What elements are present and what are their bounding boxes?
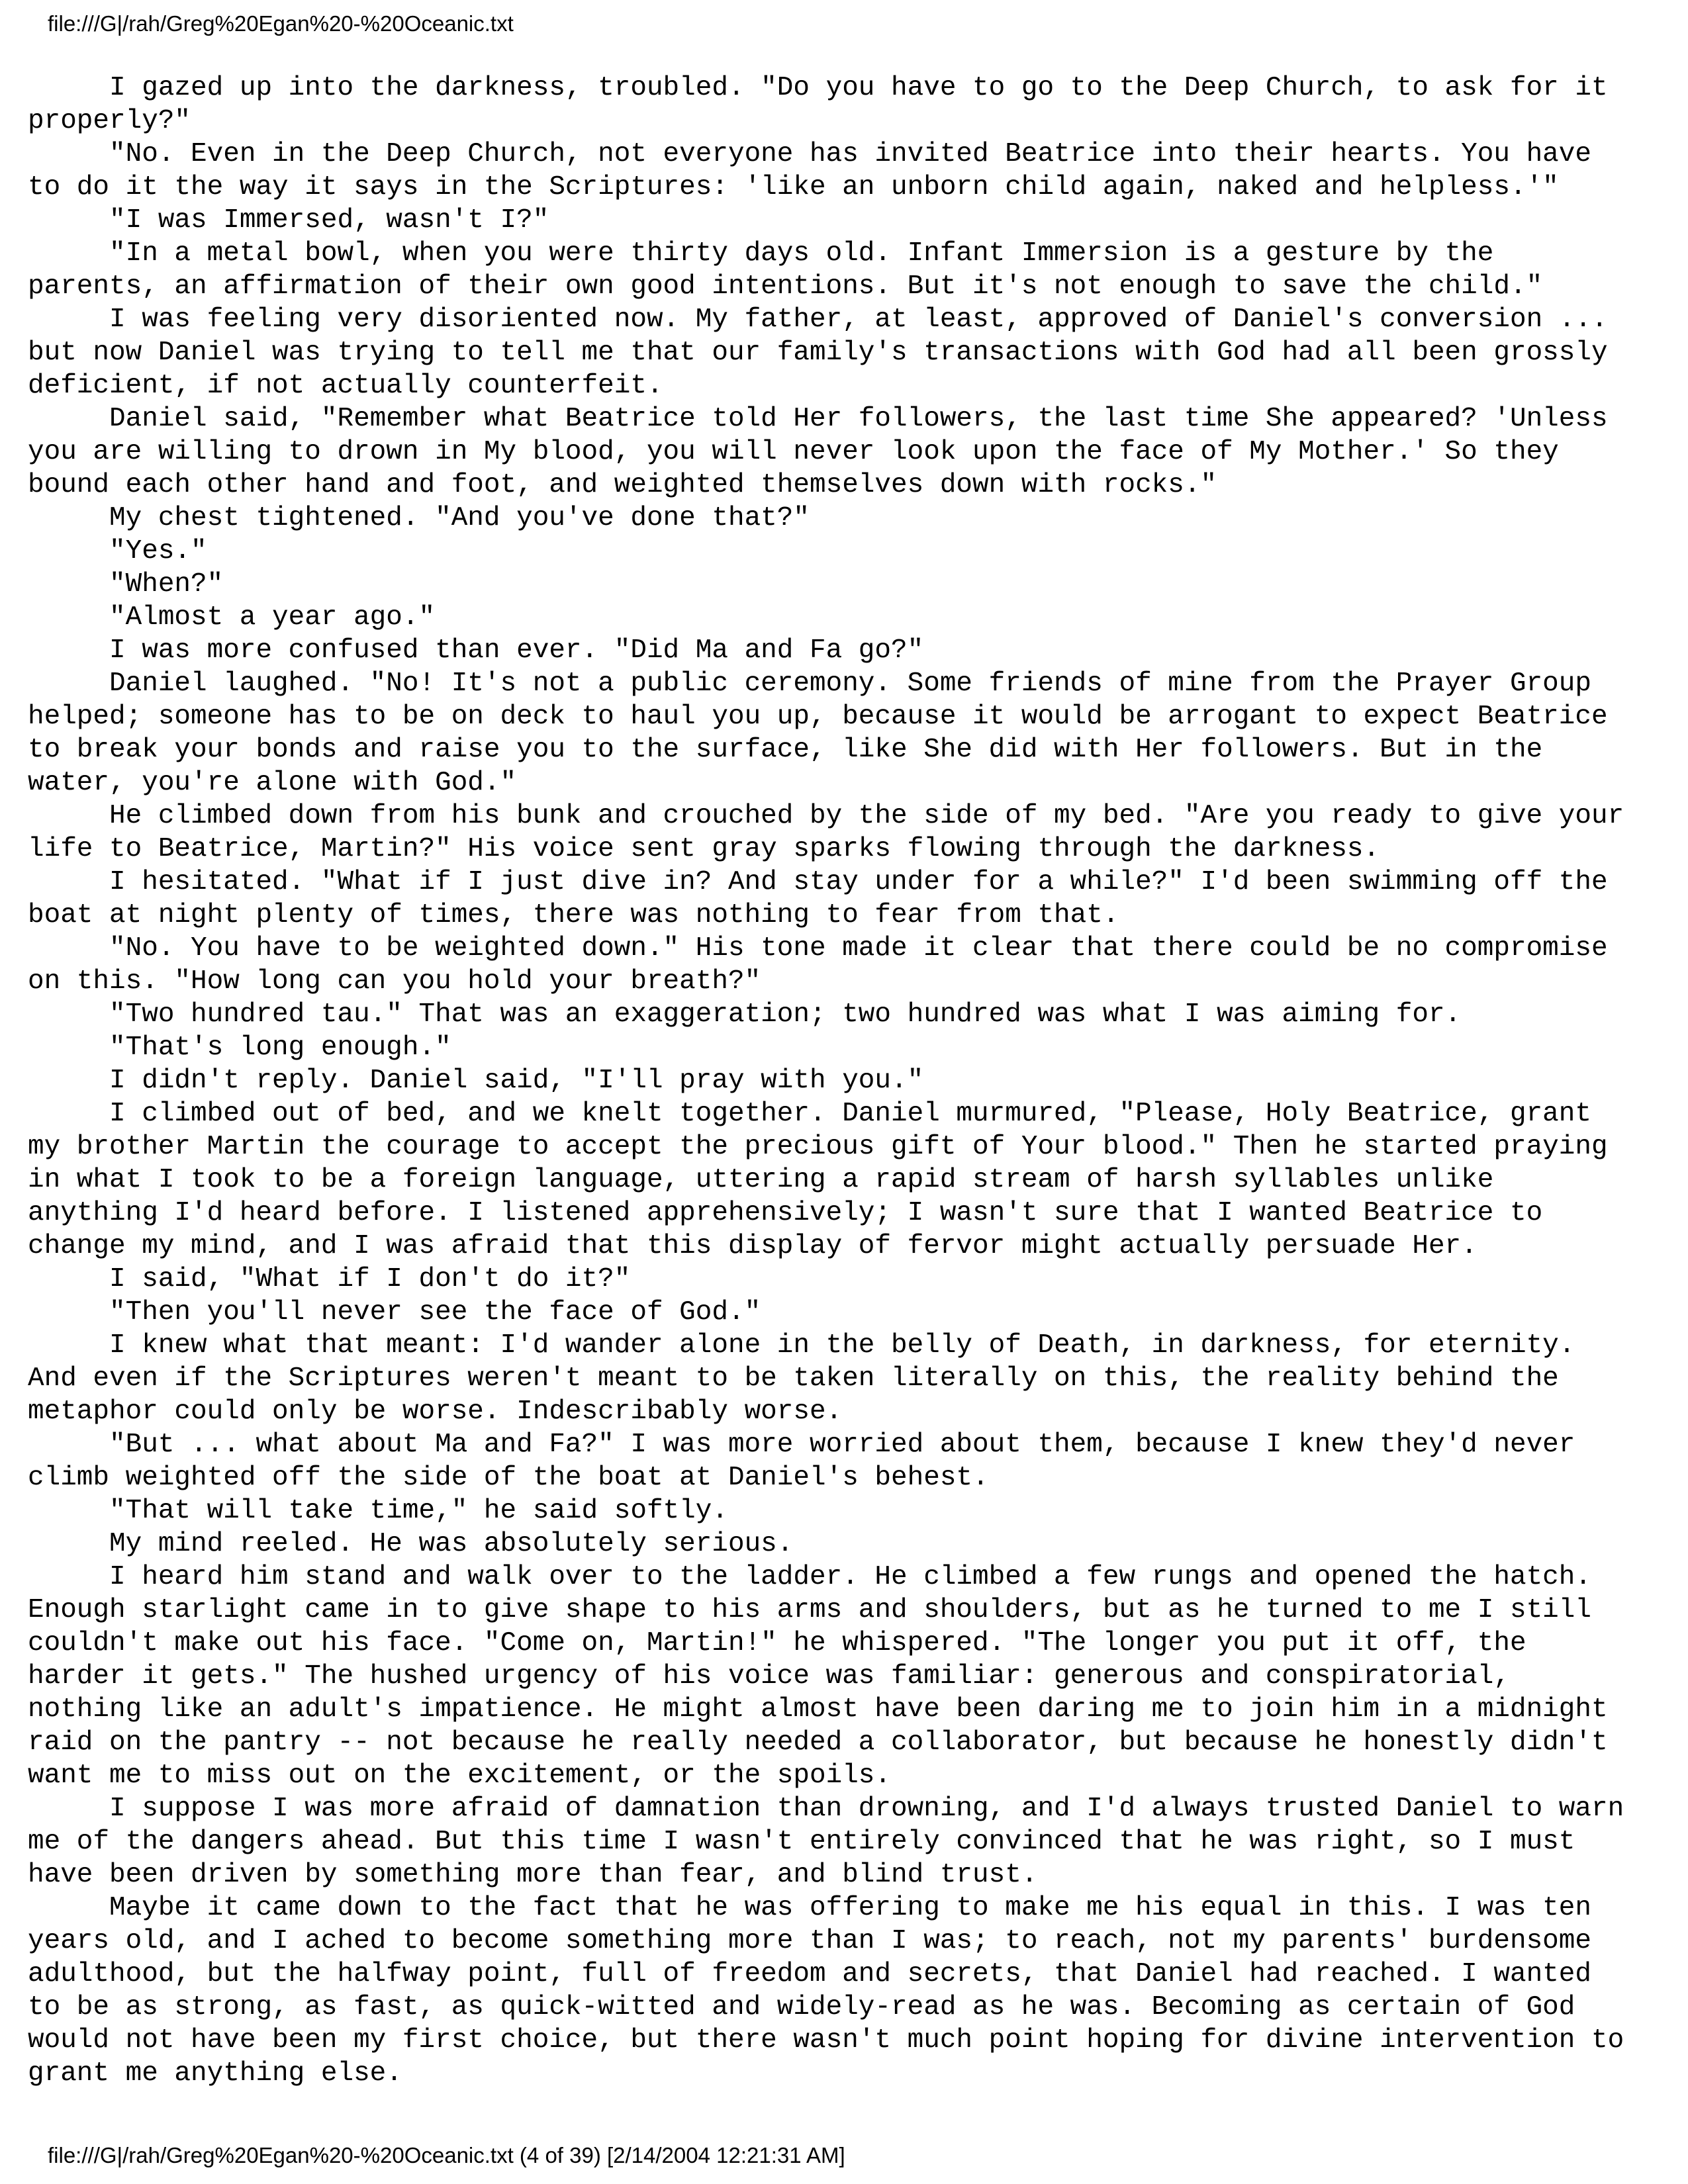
text-line: helped; someone has to be on deck to haul you up, because it would be arrogant to expect Beatrice bbox=[28, 702, 1608, 732]
text-line: anything I'd heard before. I listened apprehensively; I wasn't sure that I wanted Beatrice to bbox=[28, 1198, 1543, 1228]
text-line: "But ... what about Ma and Fa?" I was more worried about them, because I knew they'd never bbox=[28, 1430, 1575, 1460]
text-line: couldn't make out his face. "Come on, Martin!" he whispered. "The longer you put it off, the bbox=[28, 1628, 1526, 1659]
text-line: Daniel said, "Remember what Beatrice told Her followers, the last time She appeared? 'Unless bbox=[28, 404, 1608, 434]
text-line: "I was Immersed, wasn't I?" bbox=[28, 205, 549, 236]
page-url-header: file:///G|/rah/Greg%20Egan%20-%20Oceanic.txt bbox=[48, 11, 514, 36]
text-line: And even if the Scriptures weren't meant to be taken literally on this, the reality behind the bbox=[28, 1363, 1559, 1394]
text-line: me of the dangers ahead. But this time I wasn't entirely convinced that he was right, so I must bbox=[28, 1827, 1575, 1857]
text-line: "Yes." bbox=[28, 536, 207, 567]
text-line: climb weighted off the side of the boat at Daniel's behest. bbox=[28, 1463, 989, 1493]
text-line: "Then you'll never see the face of God." bbox=[28, 1297, 761, 1328]
text-line: deficient, if not actually counterfeit. bbox=[28, 371, 663, 401]
text-line: Maybe it came down to the fact that he was offering to make me his equal in this. I was ten bbox=[28, 1893, 1591, 1923]
text-line: want me to miss out on the excitement, or the spoils. bbox=[28, 1760, 892, 1791]
text-line: My chest tightened. "And you've done that?" bbox=[28, 503, 810, 533]
text-line: Enough starlight came in to give shape to his arms and shoulders, but as he turned to me I still bbox=[28, 1595, 1591, 1625]
page-footer: file:///G|/rah/Greg%20Egan%20-%20Oceanic.txt (4 of 39) [2/14/2004 12:21:31 AM] bbox=[48, 2143, 845, 2167]
text-line: He climbed down from his bunk and crouched by the side of my bed. "Are you ready to give your bbox=[28, 801, 1624, 831]
text-line: "That will take time," he said softly. bbox=[28, 1496, 728, 1526]
text-line: "Two hundred tau." That was an exaggeration; two hundred was what I was aiming for. bbox=[28, 999, 1462, 1030]
text-line: years old, and I ached to become something more than I was; to reach, not my parents' burdensome bbox=[28, 1926, 1591, 1956]
text-line: "When?" bbox=[28, 569, 224, 600]
text-line: bound each other hand and foot, and weighted themselves down with rocks." bbox=[28, 470, 1217, 500]
text-line: harder it gets." The hushed urgency of his voice was familiar: generous and conspiratorial, bbox=[28, 1661, 1510, 1692]
text-line: I knew what that meant: I'd wander alone in the belly of Death, in darkness, for eternity. bbox=[28, 1330, 1575, 1361]
text-line: I climbed out of bed, and we knelt together. Daniel murmured, "Please, Holy Beatrice, grant bbox=[28, 1099, 1591, 1129]
text-line: I hesitated. "What if I just dive in? And stay under for a while?" I'd been swimming off the bbox=[28, 867, 1608, 897]
text-line: to do it the way it says in the Scriptures: 'like an unborn child again, naked and helpless.'" bbox=[28, 172, 1559, 203]
text-line: water, you're alone with God." bbox=[28, 768, 517, 798]
text-line: nothing like an adult's impatience. He might almost have been daring me to join him in a midnight bbox=[28, 1694, 1608, 1725]
text-line: to break your bonds and raise you to the surface, like She did with Her followers. But in the bbox=[28, 735, 1543, 765]
text-line: to be as strong, as fast, as quick-witted and widely-read as he was. Becoming as certain of God bbox=[28, 1992, 1575, 2023]
text-line: I suppose I was more afraid of damnation than drowning, and I'd always trusted Daniel to warn bbox=[28, 1794, 1624, 1824]
text-line: "Almost a year ago." bbox=[28, 602, 436, 633]
text-line: My mind reeled. He was absolutely serious. bbox=[28, 1529, 794, 1559]
text-line: grant me anything else. bbox=[28, 2058, 402, 2089]
text-line: adulthood, but the halfway point, full of freedom and secrets, that Daniel had reached. I wanted bbox=[28, 1959, 1591, 1989]
text-line: I said, "What if I don't do it?" bbox=[28, 1264, 631, 1295]
text-line: in what I took to be a foreign language, uttering a rapid stream of harsh syllables unlike bbox=[28, 1165, 1494, 1195]
text-line: I was feeling very disoriented now. My father, at least, approved of Daniel's conversion ... bbox=[28, 304, 1608, 335]
text-line: would not have been my first choice, but there wasn't much point hoping for divine intervention to bbox=[28, 2025, 1624, 2056]
text-line: parents, an affirmation of their own good intentions. But it's not enough to save the child." bbox=[28, 271, 1543, 302]
document-body bbox=[28, 71, 1663, 2090]
text-line: my brother Martin the courage to accept the precious gift of Your blood." Then he started praying bbox=[28, 1132, 1608, 1162]
text-line: change my mind, and I was afraid that this display of fervor might actually persuade Her. bbox=[28, 1231, 1477, 1261]
text-line: "In a metal bowl, when you were thirty days old. Infant Immersion is a gesture by the bbox=[28, 238, 1494, 269]
text-line: I didn't reply. Daniel said, "I'll pray with you." bbox=[28, 1066, 924, 1096]
text-line: metaphor could only be worse. Indescribably worse. bbox=[28, 1396, 843, 1427]
text-line: raid on the pantry -- not because he really needed a collaborator, but because he honestly didn't bbox=[28, 1727, 1608, 1758]
text-line: have been driven by something more than fear, and blind trust. bbox=[28, 1860, 1038, 1890]
text-line: "No. You have to be weighted down." His tone made it clear that there could be no compromise bbox=[28, 933, 1608, 964]
text-line: boat at night plenty of times, there was nothing to fear from that. bbox=[28, 900, 1119, 931]
text-line: I heard him stand and walk over to the ladder. He climbed a few rungs and opened the hatch. bbox=[28, 1562, 1591, 1592]
text-line: I was more confused than ever. "Did Ma and Fa go?" bbox=[28, 635, 924, 666]
text-line: I gazed up into the darkness, troubled. "Do you have to go to the Deep Church, to ask for it bbox=[28, 73, 1608, 103]
text-line: but now Daniel was trying to tell me that our family's transactions with God had all been grossly bbox=[28, 338, 1608, 368]
text-line: "That's long enough." bbox=[28, 1032, 451, 1063]
text-line: "No. Even in the Deep Church, not everyone has invited Beatrice into their hearts. You have bbox=[28, 139, 1591, 169]
text-line: on this. "How long can you hold your breath?" bbox=[28, 966, 761, 997]
text-line: you are willing to drown in My blood, you will never look upon the face of My Mother.' So they bbox=[28, 437, 1559, 467]
text-line: life to Beatrice, Martin?" His voice sent gray sparks flowing through the darkness. bbox=[28, 834, 1380, 864]
text-line: Daniel laughed. "No! It's not a public ceremony. Some friends of mine from the Prayer Group bbox=[28, 668, 1591, 699]
text-line: properly?" bbox=[28, 106, 191, 136]
